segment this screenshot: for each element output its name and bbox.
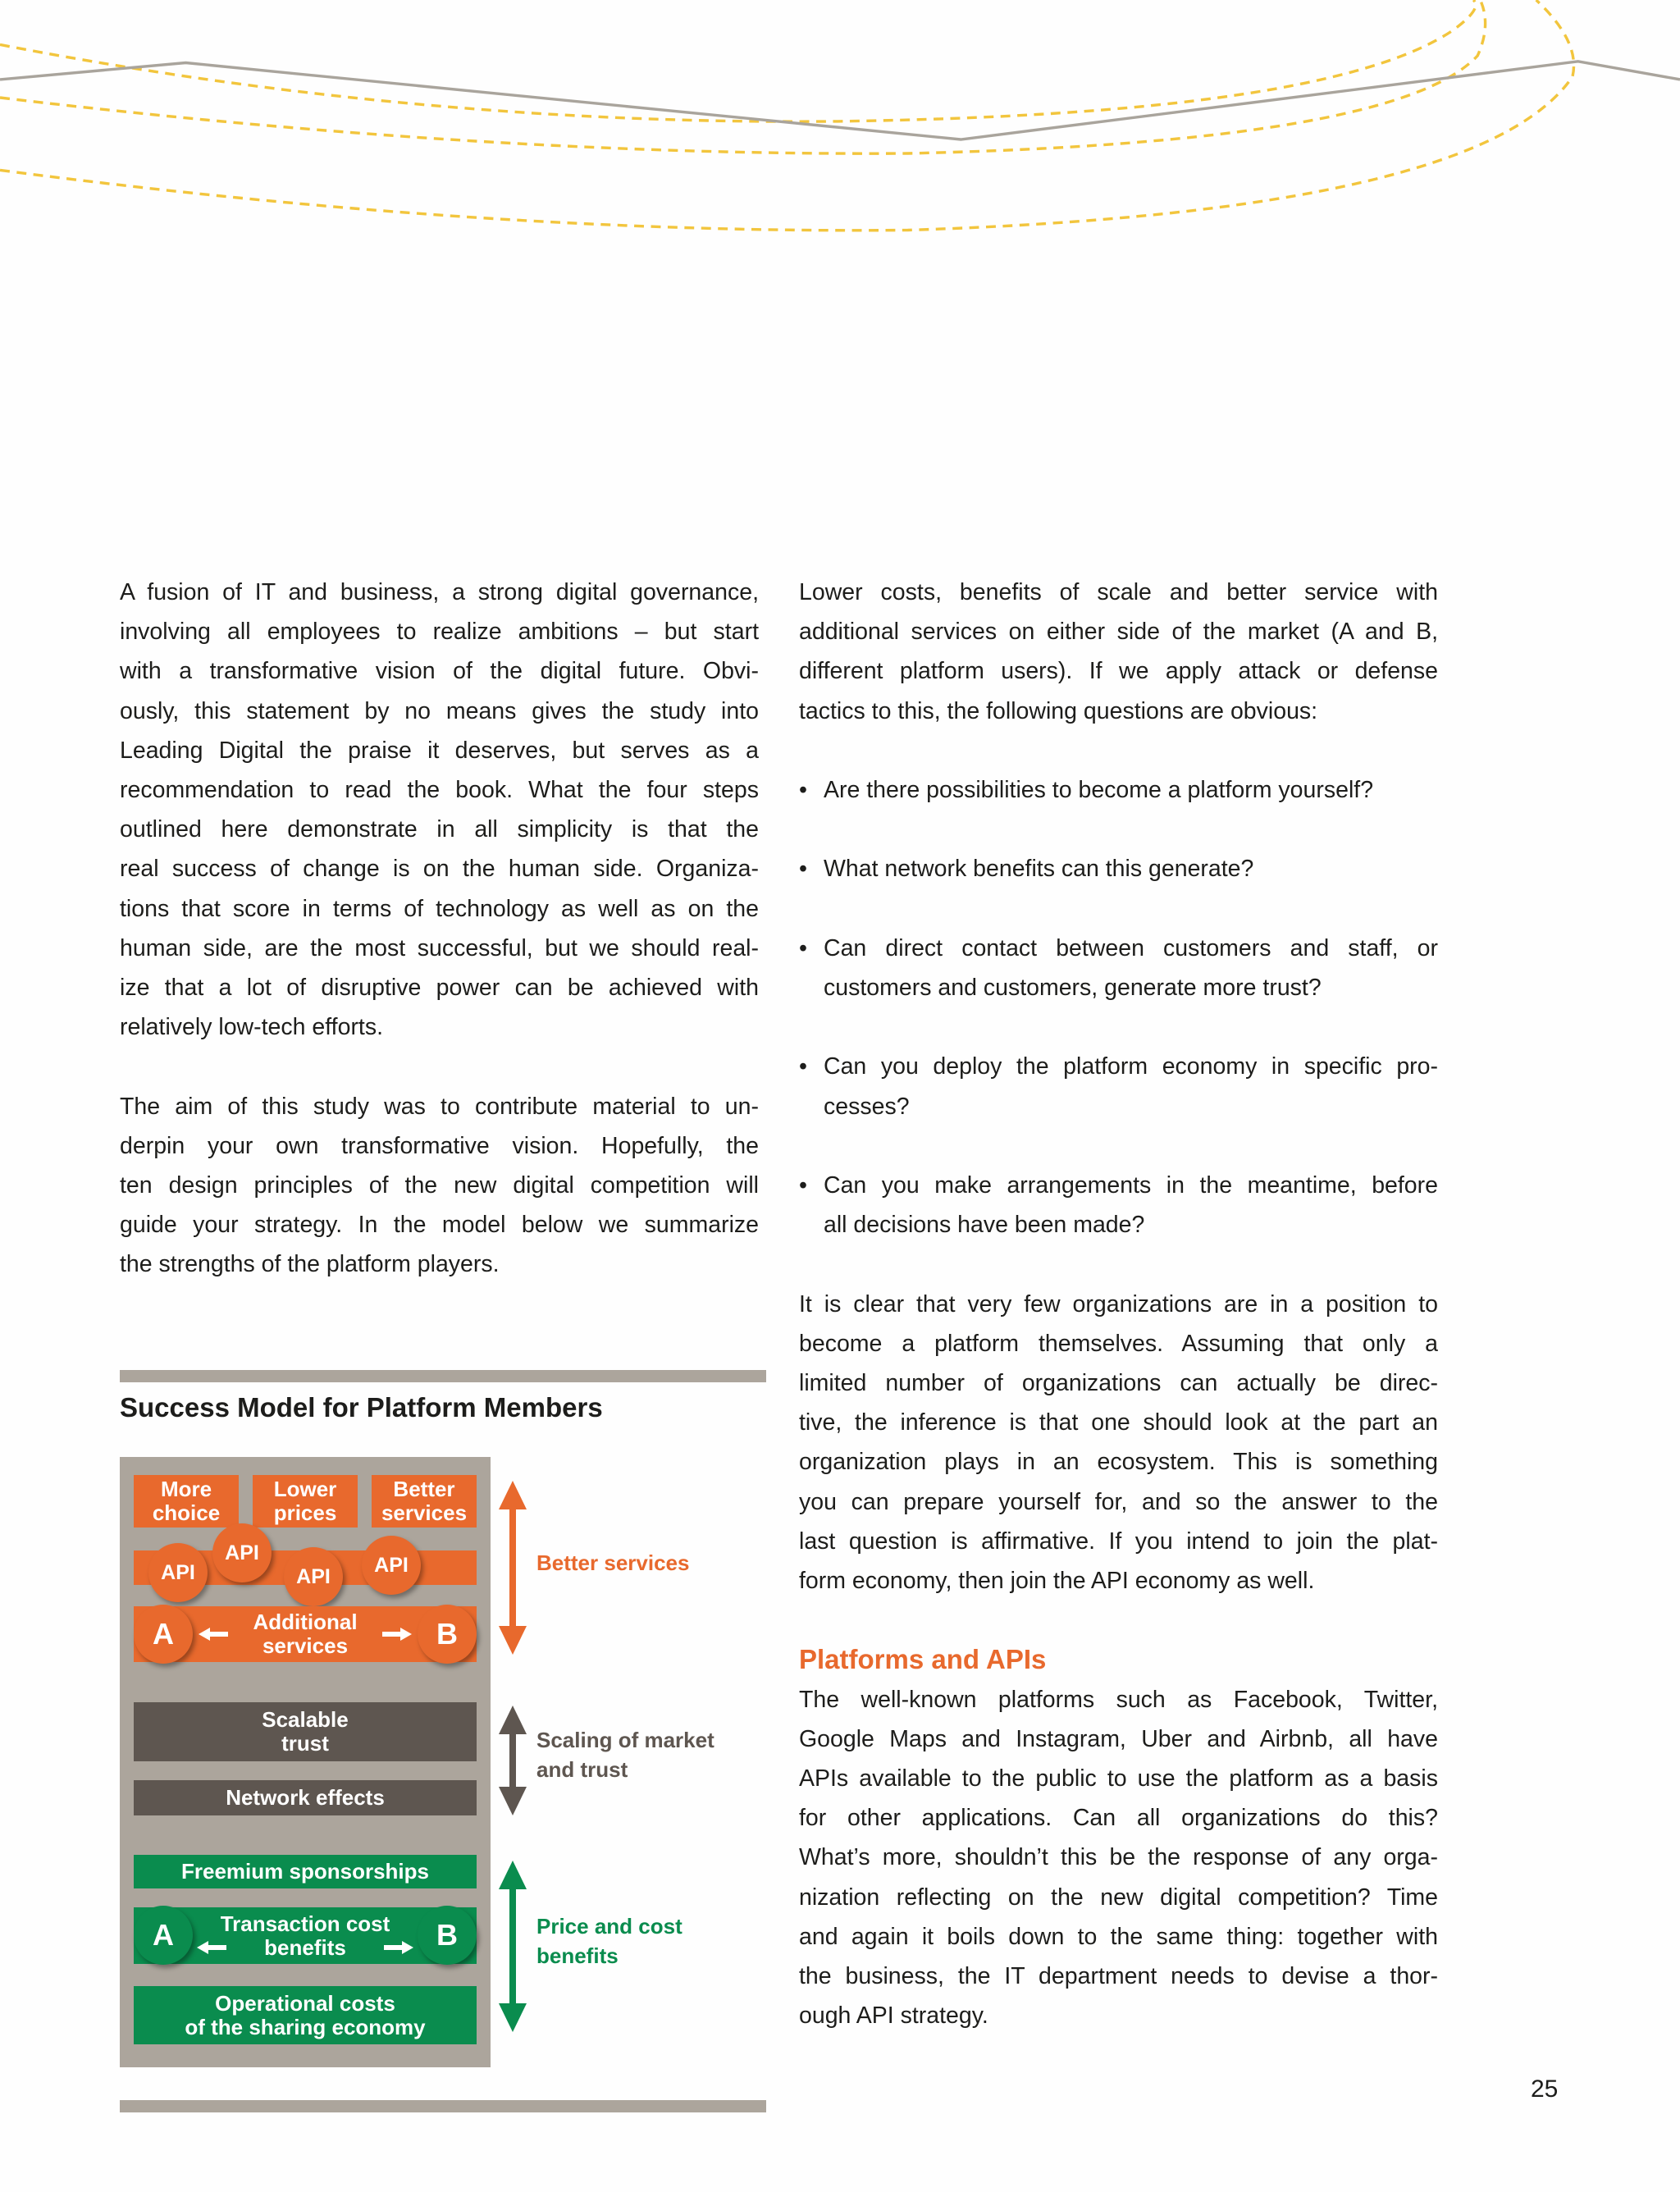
spacer: [799, 810, 1438, 849]
bullet-item: [799, 770, 1438, 810]
text-line: you can prepare yourself for, and so the answer to the: [799, 1488, 1438, 1515]
box-text: Additional: [253, 1610, 358, 1634]
spacer: [799, 731, 1438, 770]
spacer: [799, 1007, 1438, 1047]
label-text: Price and cost: [536, 1914, 682, 1939]
text-line: A fusion of IT and business, a strong digital governance,: [120, 579, 759, 605]
text-line: with a transformative vision of the digital future. Obvi-: [120, 658, 759, 685]
text-line: APIs available to the public to use the platform as a basis: [799, 1765, 1438, 1792]
text-line: organization plays in an ecosystem. This is something: [799, 1449, 1438, 1476]
text-line: last question is affirmative. If you intend to join the plat-: [799, 1528, 1438, 1555]
label-text: benefits: [536, 1943, 619, 1968]
text-line: The well-known platforms such as Facebook, Twitter,: [799, 1686, 1438, 1713]
label-price-cost: [536, 1911, 682, 1971]
text-line: nization reflecting on the new digital competition? Time: [799, 1884, 1438, 1911]
left-column: [120, 573, 759, 1285]
api-circle: API: [148, 1543, 208, 1602]
box-text: Lower: [273, 1477, 337, 1501]
text-line: tions that score in terms of technology as well as on the: [120, 895, 759, 922]
bullet-item: [799, 1166, 1438, 1244]
box-text: benefits: [264, 1934, 346, 1960]
text-line: different platform users). If we apply attack or defense: [799, 658, 1438, 685]
label-text: Scaling of market: [536, 1728, 714, 1752]
api-circle: API: [212, 1523, 272, 1582]
arrow-left-icon: [199, 1628, 228, 1641]
section-heading: Platforms and APIs: [799, 1644, 1047, 1675]
box-text: More: [160, 1477, 212, 1501]
text-line: derpin your own transformative vision. Hopefully, the: [120, 1132, 759, 1159]
arrow-right-icon: [384, 1941, 413, 1954]
scalable-trust-bar: [134, 1702, 477, 1761]
text-line: Can you make arrangements in the meantime, before: [824, 1171, 1438, 1199]
text-line: become a platform themselves. Assuming that only a: [799, 1330, 1438, 1357]
party-a-circle: A: [134, 1906, 193, 1965]
text-line: tive, the inference is that one should look at the part an: [799, 1409, 1438, 1436]
bullet-item: [799, 1047, 1438, 1126]
party-b-circle: B: [418, 1906, 477, 1965]
text-line: recommendation to read the book. What the four steps: [120, 777, 759, 804]
bullet-icon: •: [799, 1171, 807, 1199]
text-line: limited number of organizations can actually be direc-: [799, 1369, 1438, 1396]
box-text: services: [262, 1633, 349, 1658]
label-text: and trust: [536, 1757, 628, 1782]
text-line: human side, are the most successful, but we should real-: [120, 934, 759, 961]
text-line: ize that a lot of disruptive power can be achieved with: [120, 975, 759, 1002]
diagram-bottom-rule: [120, 2100, 766, 2112]
box-text: of the sharing economy: [185, 2014, 426, 2039]
box-text: Operational costs: [215, 1990, 395, 2016]
spacer: [120, 1047, 759, 1086]
decorative-header-lines: [0, 0, 1680, 418]
text-line: Google Maps and Instagram, Uber and Airbnb, all have: [799, 1725, 1438, 1752]
box-text: Scalable: [262, 1707, 349, 1732]
bullet-icon: •: [799, 934, 807, 961]
box-text: prices: [273, 1500, 337, 1525]
diagram-title: Success Model for Platform Members: [120, 1392, 603, 1423]
text-line: customers and customers, generate more trust?: [824, 974, 1322, 1001]
spacer: [799, 1126, 1438, 1166]
arrow-right-icon: [382, 1628, 412, 1641]
text-line: Lower costs, benefits of scale and better service with: [799, 579, 1438, 605]
bullet-icon: •: [799, 856, 807, 883]
arrows: [492, 1477, 533, 2043]
text-line: the strengths of the platform players.: [120, 1251, 500, 1278]
text-line: real success of change is on the human side. Organiza-: [120, 856, 759, 883]
text-line: form economy, then join the API economy as well.: [799, 1567, 1315, 1594]
bullet-item: [799, 849, 1438, 888]
operational-costs-bar: [134, 1986, 477, 2044]
text-line: relatively low-tech efforts.: [120, 1014, 384, 1041]
api-circle: API: [284, 1547, 343, 1606]
party-b-circle: B: [418, 1605, 477, 1664]
box-lower-prices: [253, 1475, 358, 1528]
text-line: What network benefits can this generate?: [824, 856, 1254, 883]
freemium-bar: Freemium sponsorships: [134, 1855, 477, 1888]
text-line: guide your strategy. In the model below we summarize: [120, 1212, 759, 1239]
diagram-frame: [120, 1457, 491, 2067]
api-circle: API: [362, 1536, 421, 1595]
text-line: Are there possibilities to become a platform yourself?: [824, 777, 1374, 803]
orange-double-arrow-icon: [499, 1481, 527, 1655]
box-text: Better: [393, 1477, 455, 1501]
box-better-services: [372, 1475, 477, 1528]
spacer: [799, 889, 1438, 929]
text-line: the business, the IT department needs to devise a thor-: [799, 1963, 1438, 1989]
box-text: choice: [152, 1500, 221, 1525]
text-line: and again it boils down to the same thing: together with: [799, 1923, 1438, 1950]
box-more-choice: [134, 1475, 239, 1528]
right-column: [799, 573, 1438, 2035]
label-better-services: Better services: [536, 1550, 690, 1575]
bullet-item: [799, 929, 1438, 1007]
bullet-icon: •: [799, 777, 807, 803]
network-effects-bar: Network effects: [134, 1780, 477, 1815]
text-line: all decisions have been made?: [824, 1212, 1145, 1239]
text-line: Can direct contact between customers and staff, or: [824, 934, 1438, 961]
label-scaling: [536, 1725, 714, 1784]
text-line: The aim of this study was to contribute material to un-: [120, 1093, 759, 1120]
dashed-arc: [0, 0, 1486, 153]
box-text: services: [381, 1500, 468, 1525]
text-line: outlined here demonstrate in all simplicity is that the: [120, 816, 759, 843]
text-line: ten design principles of the new digital competition will: [120, 1172, 759, 1199]
text-line: cesses?: [824, 1093, 910, 1120]
text-line: tactics to this, the following questions are obvious:: [799, 697, 1318, 724]
page-number: 25: [1531, 2076, 1559, 2103]
text-line: It is clear that very few organizations are in a position to: [799, 1290, 1438, 1317]
box-text: trust: [281, 1731, 329, 1756]
gray-zigzag-line: [0, 62, 1680, 139]
diagram-top-rule: [120, 1370, 766, 1382]
green-double-arrow-icon: [499, 1861, 527, 2032]
spacer: [799, 1244, 1438, 1284]
text-line: ously, this statement by no means gives the study into: [120, 697, 759, 724]
text-line: Leading Digital the praise it deserves, but serves as a: [120, 737, 759, 764]
bullet-icon: •: [799, 1053, 807, 1080]
text-line: for other applications. Can all organizations do this?: [799, 1805, 1438, 1832]
text-line: ough API strategy.: [799, 2002, 988, 2030]
arrow-left-icon: [197, 1941, 226, 1954]
party-a-circle: A: [134, 1605, 193, 1664]
gray-double-arrow-icon: [499, 1706, 527, 1815]
text-line: Can you deploy the platform economy in specific pro-: [824, 1053, 1438, 1080]
text-line: involving all employees to realize ambitions – but start: [120, 619, 759, 646]
box-text: Transaction cost: [220, 1911, 390, 1936]
text-line: additional services on either side of the market (A and B,: [799, 619, 1438, 646]
spacer: [799, 1601, 1438, 1640]
text-line: What’s more, shouldn’t this be the response of any orga-: [799, 1844, 1438, 1871]
